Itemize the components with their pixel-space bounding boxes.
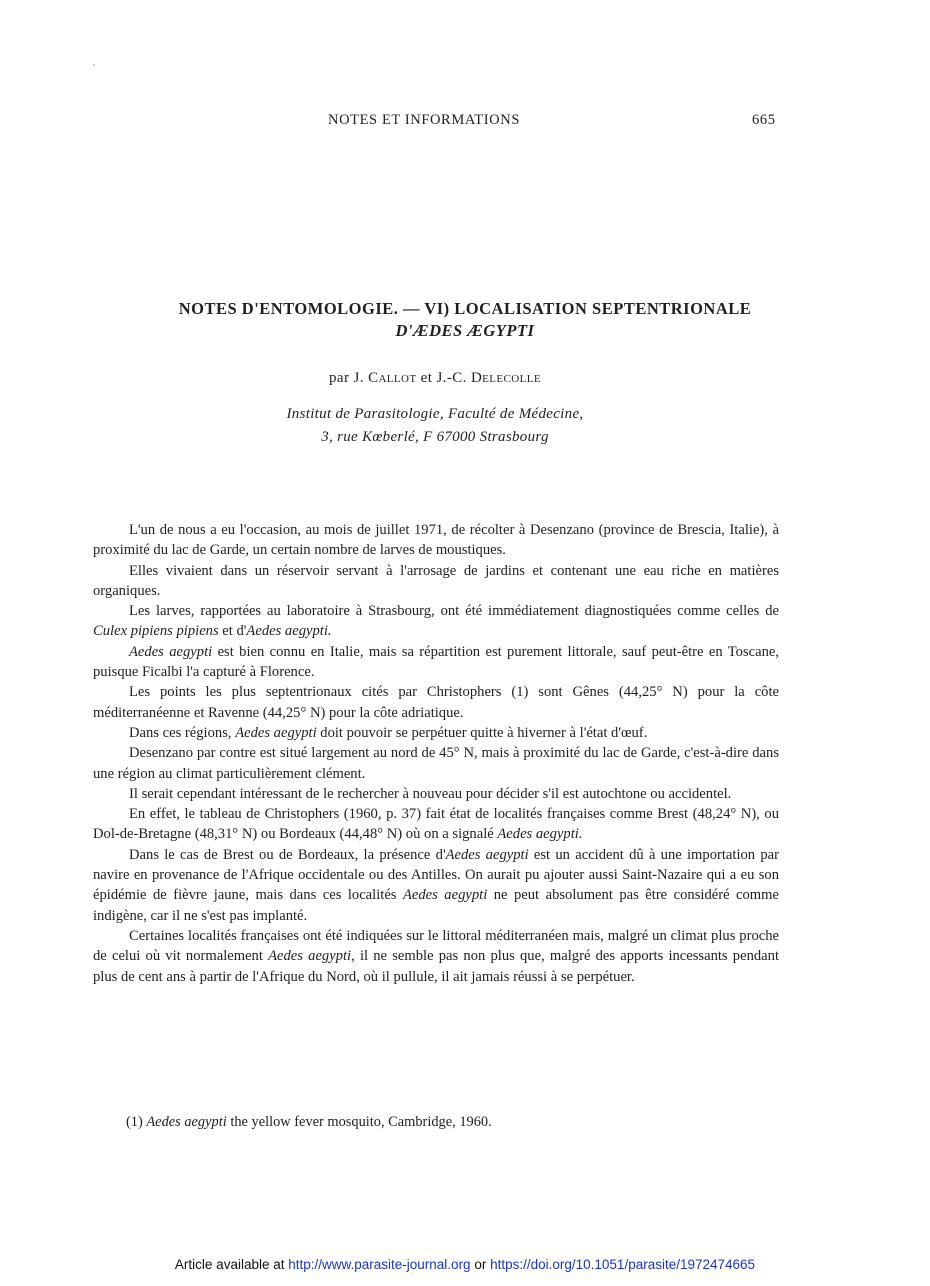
paragraph-text: il ne semble pas non plus que, malgré des apports incessants pendant plus de cent ans à partir de l'Afrique du Nord, où il pullule, il ait jamais réussi à se perpétuer. <box>93 948 780 985</box>
paragraph-text: Certaines localités françaises ont été indiquées sur le littoral méditerranéen mais, malgré un climat plus proche de celui où vit normalement <box>93 927 779 965</box>
italic-term: Aedes aegypti, <box>268 948 355 965</box>
paragraph-text: est bien connu en Italie, mais sa répartition est purement littorale, sauf peut-être en Toscane, puisque Ficalbi l'a capturé à Florence. <box>93 643 780 681</box>
paragraph <box>93 561 779 602</box>
paragraph-text: Desenzano par contre est situé largement au nord de 45° N, mais à proximité du lac de Garde, c'est-à-dire dans une région au climat particulièrement clément. <box>93 745 779 782</box>
author-delecolle: Delecolle <box>470 370 541 386</box>
paragraph-text: L'un de nous a eu l'occasion, au mois de juillet 1971, de récolter à Desenzano (province de Brescia, Italie), à proximité du lac de Garde, un certain nombre de larves de moustiques. <box>93 522 779 559</box>
paragraph <box>93 804 779 845</box>
paragraph <box>93 723 779 743</box>
italic-term: Aedes aegypti. <box>246 623 332 640</box>
paragraph <box>93 520 779 561</box>
footer-prefix: Article available at <box>174 1257 289 1272</box>
italic-term: Aedes aegypti <box>235 724 317 741</box>
italic-term: Aedes aegypti. <box>497 826 583 843</box>
paragraph-text: Dans ces régions, <box>129 724 236 741</box>
scan-speck <box>93 64 95 66</box>
paragraph <box>93 784 779 804</box>
paragraph-text: Dans le cas de Brest ou de Bordeaux, la présence d' <box>129 846 446 863</box>
paragraph <box>93 743 779 784</box>
paragraph <box>93 845 779 926</box>
footnote-text: the yellow fever mosquito, Cambridge, 1960. <box>226 1114 492 1130</box>
paragraph-text: En effet, le tableau de Christophers (1960, p. 37) fait état de localités françaises comme Brest (48,24° N), ou Dol-de-Bretagne (48,31° N) ou Bordeaux (44,48° N) où on a signalé <box>93 806 779 843</box>
italic-term: Aedes aegypti <box>445 846 529 863</box>
paragraph-text: ne peut absolument pas être considéré comme indigène, car il ne s'est pas implanté. <box>93 887 779 924</box>
footnote <box>126 1114 786 1131</box>
doi-link[interactable]: https://doi.org/10.1051/parasite/1972474665 <box>490 1257 756 1272</box>
page-number: 665 <box>752 112 776 128</box>
footer-middle: or <box>470 1257 491 1272</box>
paragraph-text: et d' <box>218 623 247 640</box>
paragraph-text: Les larves, rapportées au laboratoire à Strasbourg, ont été immédiatement diagnostiquées comme celles de <box>129 603 779 620</box>
paragraph-text: doit pouvoir se perpétuer quitte à hiverner à l'état d'œuf. <box>316 724 648 741</box>
author-callot: Callot <box>368 370 417 386</box>
affiliation-line1: Institut de Parasitologie, Faculté de Médecine, <box>286 406 584 422</box>
paragraph-text: Les points les plus septentrionaux cités par Christophers (1) sont Gênes (44,25° N) pour la côte méditerranéenne et Ravenne (44,25° N) pour la côte adriatique. <box>93 684 779 721</box>
footnote-marker: (1) <box>126 1114 147 1130</box>
paragraph <box>93 642 779 683</box>
paragraph <box>93 682 779 723</box>
affiliation-line2: 3, rue Kœberlé, F 67000 Strasbourg <box>321 429 549 445</box>
authors-prefix: par J. <box>329 370 369 386</box>
paragraph-text: Il serait cependant intéressant de le rechercher à nouveau pour décider s'il est autochtone ou accidentel. <box>129 785 732 802</box>
italic-term: Culex pipiens pipiens <box>93 623 219 640</box>
article-title-line2: D'ÆDES ÆGYPTI <box>395 321 535 340</box>
authors-mid: et J.-C. <box>416 370 471 386</box>
italic-term: Aedes aegypti <box>129 643 213 660</box>
italic-term: Aedes aegypti <box>402 887 488 904</box>
authors-line <box>0 370 870 387</box>
availability-footer <box>0 1257 930 1272</box>
article-title-line1: NOTES D'ENTOMOLOGIE. — VI) LOCALISATION SEPTENTRIONALE <box>178 299 752 318</box>
paragraph <box>93 926 779 987</box>
running-title: NOTES ET INFORMATIONS <box>328 112 520 128</box>
paragraph-text: Elles vivaient dans un réservoir servant à l'arrosage de jardins et contenant une eau riche en matières organiques. <box>93 562 779 599</box>
paragraph <box>93 601 779 642</box>
journal-link[interactable]: http://www.parasite-journal.org <box>288 1257 471 1272</box>
article-title <box>80 298 850 342</box>
body-text <box>93 520 779 987</box>
paragraph-text: est un accident dû à une importation par navire en provenance de l'Afrique occidentale ou des Antilles. On aurait pu ajouter aussi Saint-Nazaire qui a eu son épidémie de fièvre jaune, mais dans ces localités <box>93 846 779 904</box>
affiliation <box>0 403 870 449</box>
footnote-italic: Aedes aegypti <box>146 1114 227 1130</box>
